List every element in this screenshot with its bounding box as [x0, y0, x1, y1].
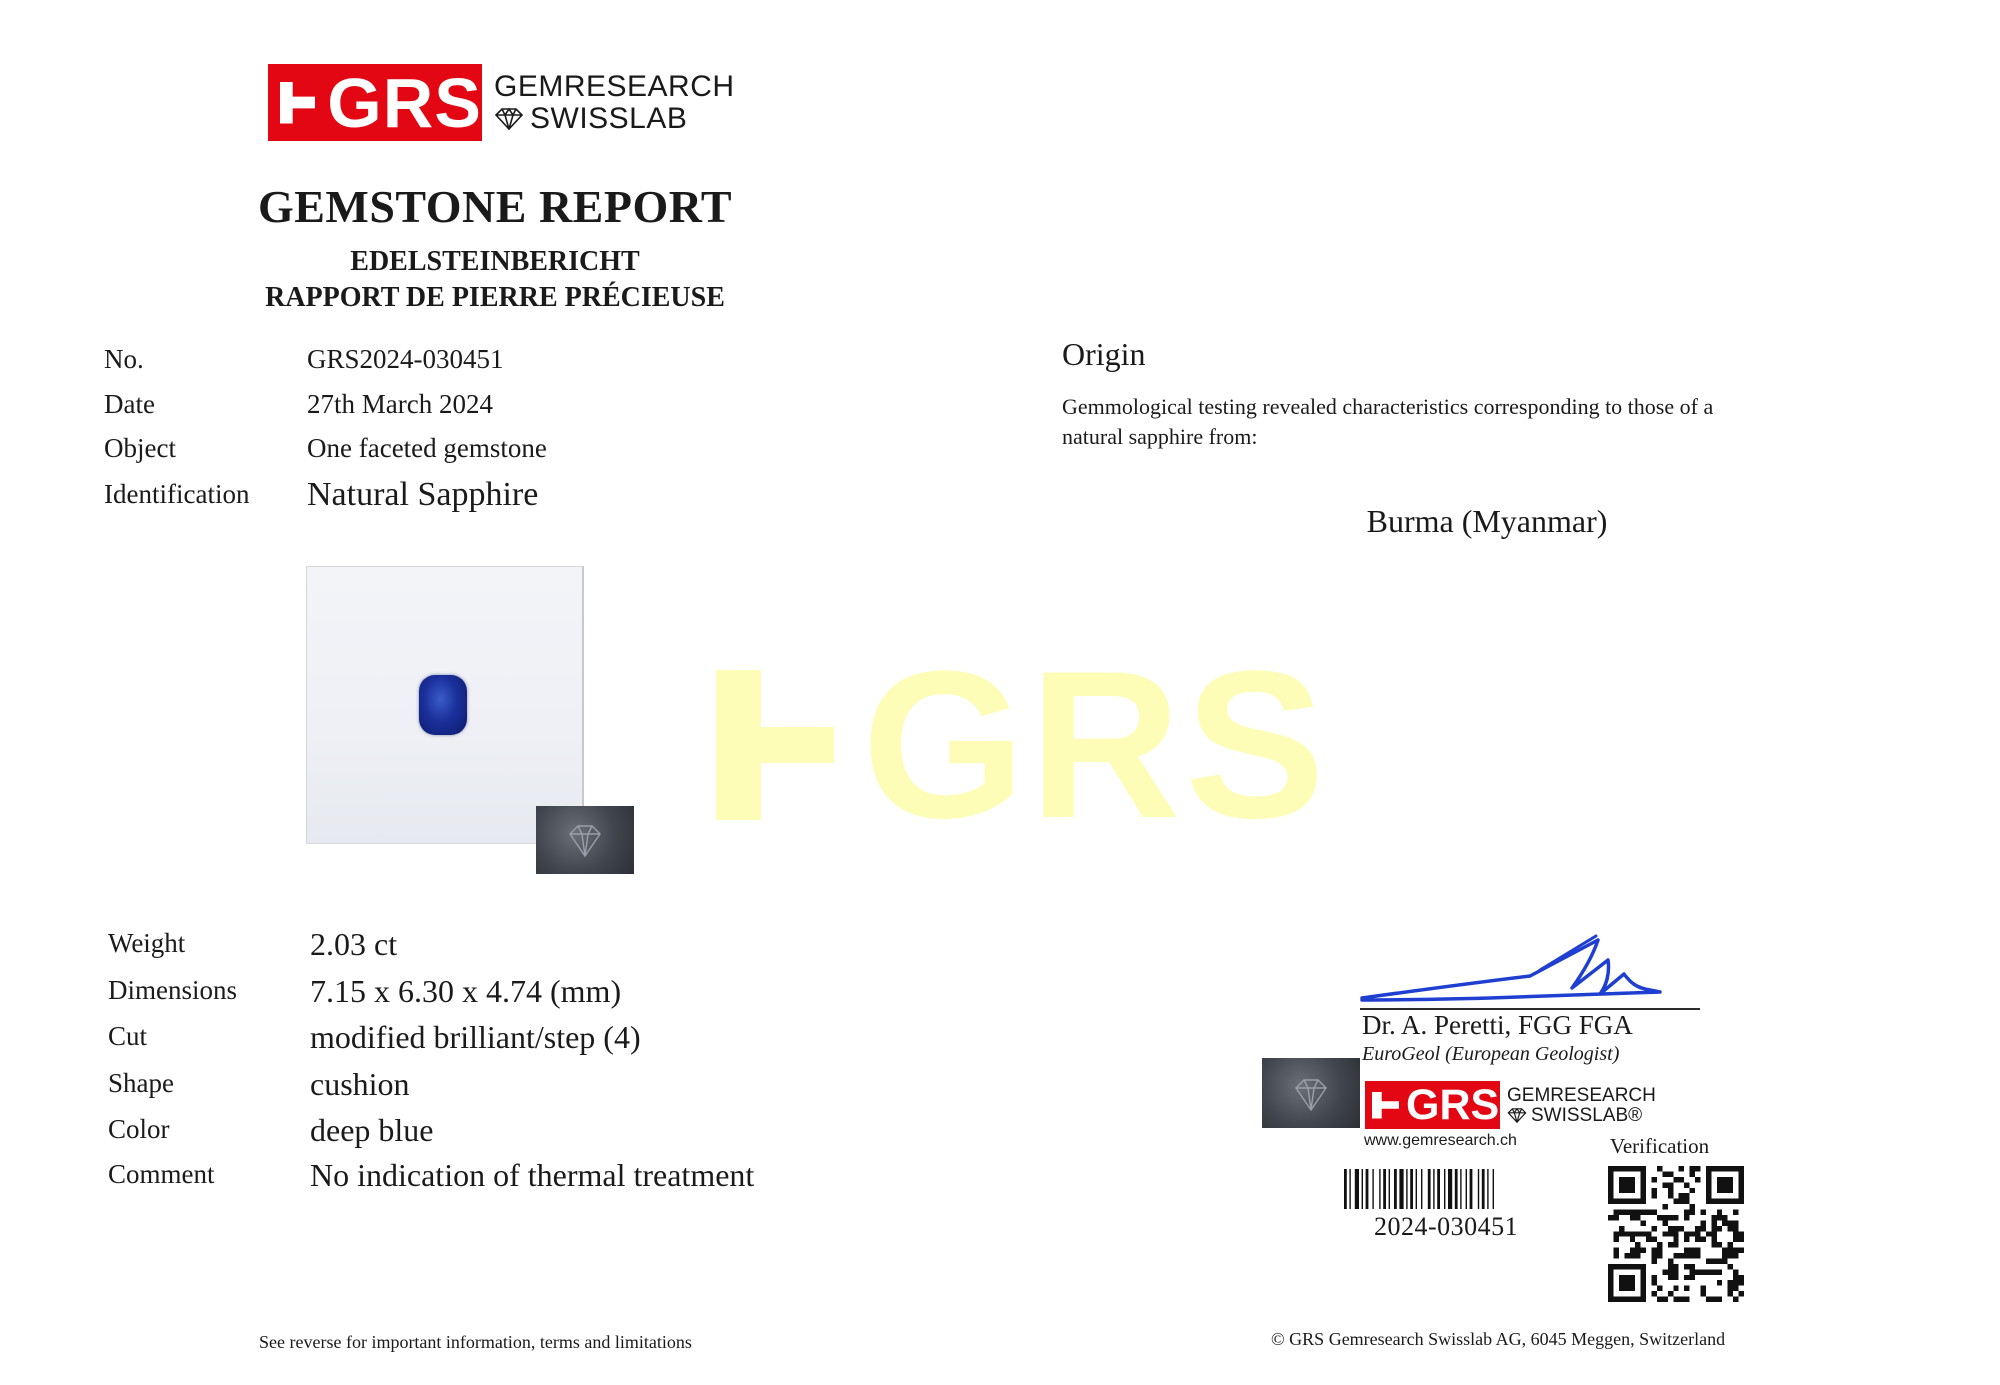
barcode — [1344, 1169, 1566, 1209]
watermark-letters: GRS — [862, 627, 1330, 862]
swiss-cross-icon — [1372, 1092, 1399, 1119]
hologram-seal-icon — [1262, 1058, 1360, 1128]
report-title: GEMSTONE REPORT — [257, 181, 733, 232]
field-value-dimensions: 7.15 x 6.30 x 4.74 (mm) — [310, 973, 622, 1009]
field-label-cut: Cut — [108, 1021, 148, 1051]
swiss-cross-icon — [280, 82, 315, 124]
logo-line-1: GEMRESEARCH — [494, 69, 735, 103]
field-label-dimensions: Dimensions — [108, 975, 238, 1005]
field-label-shape: Shape — [108, 1068, 174, 1098]
grs-logo-mark — [268, 64, 482, 141]
grs-logo-small — [1365, 1081, 1656, 1129]
logo-line-2: SWISSLAB — [530, 101, 688, 135]
grs-logo-small-text — [1507, 1086, 1656, 1125]
signer-name: Dr. A. Peretti, FGG FGA — [1362, 1010, 1633, 1040]
grs-watermark — [716, 627, 1330, 862]
footer-disclaimer: See reverse for important information, terms and limitations — [259, 1332, 692, 1352]
verification-label: Verification — [1610, 1134, 1710, 1158]
field-value-date: 27th March 2024 — [307, 389, 493, 419]
diamond-icon — [1507, 1108, 1527, 1123]
field-value-weight: 2.03 ct — [310, 926, 398, 962]
field-value-number: GRS2024-030451 — [307, 344, 504, 374]
field-label-number: No. — [104, 344, 144, 374]
field-value-shape: cushion — [310, 1066, 410, 1102]
field-label-weight: Weight — [108, 928, 186, 958]
origin-statement: Gemmological testing revealed characteristics corresponding to those of a natural sapphire from: — [1062, 394, 1714, 449]
sapphire-stone — [419, 675, 467, 735]
diamond-icon — [494, 108, 524, 130]
report-title-french: RAPPORT DE PIERRE PRÉCIEUSE — [265, 282, 725, 313]
field-value-comment: No indication of thermal treatment — [310, 1157, 755, 1193]
grs-logo-small-letters: GRS — [1406, 1080, 1500, 1129]
origin-heading: Origin — [1062, 336, 1146, 372]
field-value-identification: Natural Sapphire — [307, 476, 539, 513]
field-value-cut: modified brilliant/step (4) — [310, 1019, 641, 1055]
grs-logo-letters: GRS — [327, 63, 482, 142]
watermark-cross-icon — [716, 670, 834, 820]
origin-country: Burma (Myanmar) — [1366, 503, 1608, 539]
report-title-german: EDELSTEINBERICHT — [350, 246, 640, 277]
small-logo-line-2: SWISSLAB® — [1531, 1104, 1643, 1126]
field-label-identification: Identification — [104, 479, 250, 509]
barcode-number: 2024-030451 — [1374, 1212, 1519, 1241]
footer-copyright: © GRS Gemresearch Swisslab AG, 6045 Meggen, Switzerland — [1271, 1329, 1726, 1349]
small-logo-line-2-row — [1507, 1106, 1656, 1125]
website-link[interactable]: www.gemresearch.ch — [1364, 1132, 1517, 1149]
qr-code[interactable] — [1608, 1166, 1744, 1302]
field-value-color: deep blue — [310, 1112, 434, 1148]
hologram-seal-icon — [536, 806, 634, 874]
logo-line-2-row — [494, 101, 735, 135]
field-label-date: Date — [104, 389, 155, 419]
grs-logo-text — [494, 69, 735, 135]
field-label-color: Color — [108, 1114, 170, 1144]
field-label-comment: Comment — [108, 1159, 215, 1189]
small-logo-line-1: GEMRESEARCH — [1507, 1084, 1656, 1106]
signature-mark — [1360, 930, 1720, 1010]
field-value-object: One faceted gemstone — [307, 433, 547, 463]
grs-logo-small-mark — [1365, 1081, 1500, 1129]
signer-title: EuroGeol (European Geologist) — [1362, 1043, 1620, 1065]
field-label-object: Object — [104, 433, 176, 463]
grs-logo — [268, 64, 735, 141]
